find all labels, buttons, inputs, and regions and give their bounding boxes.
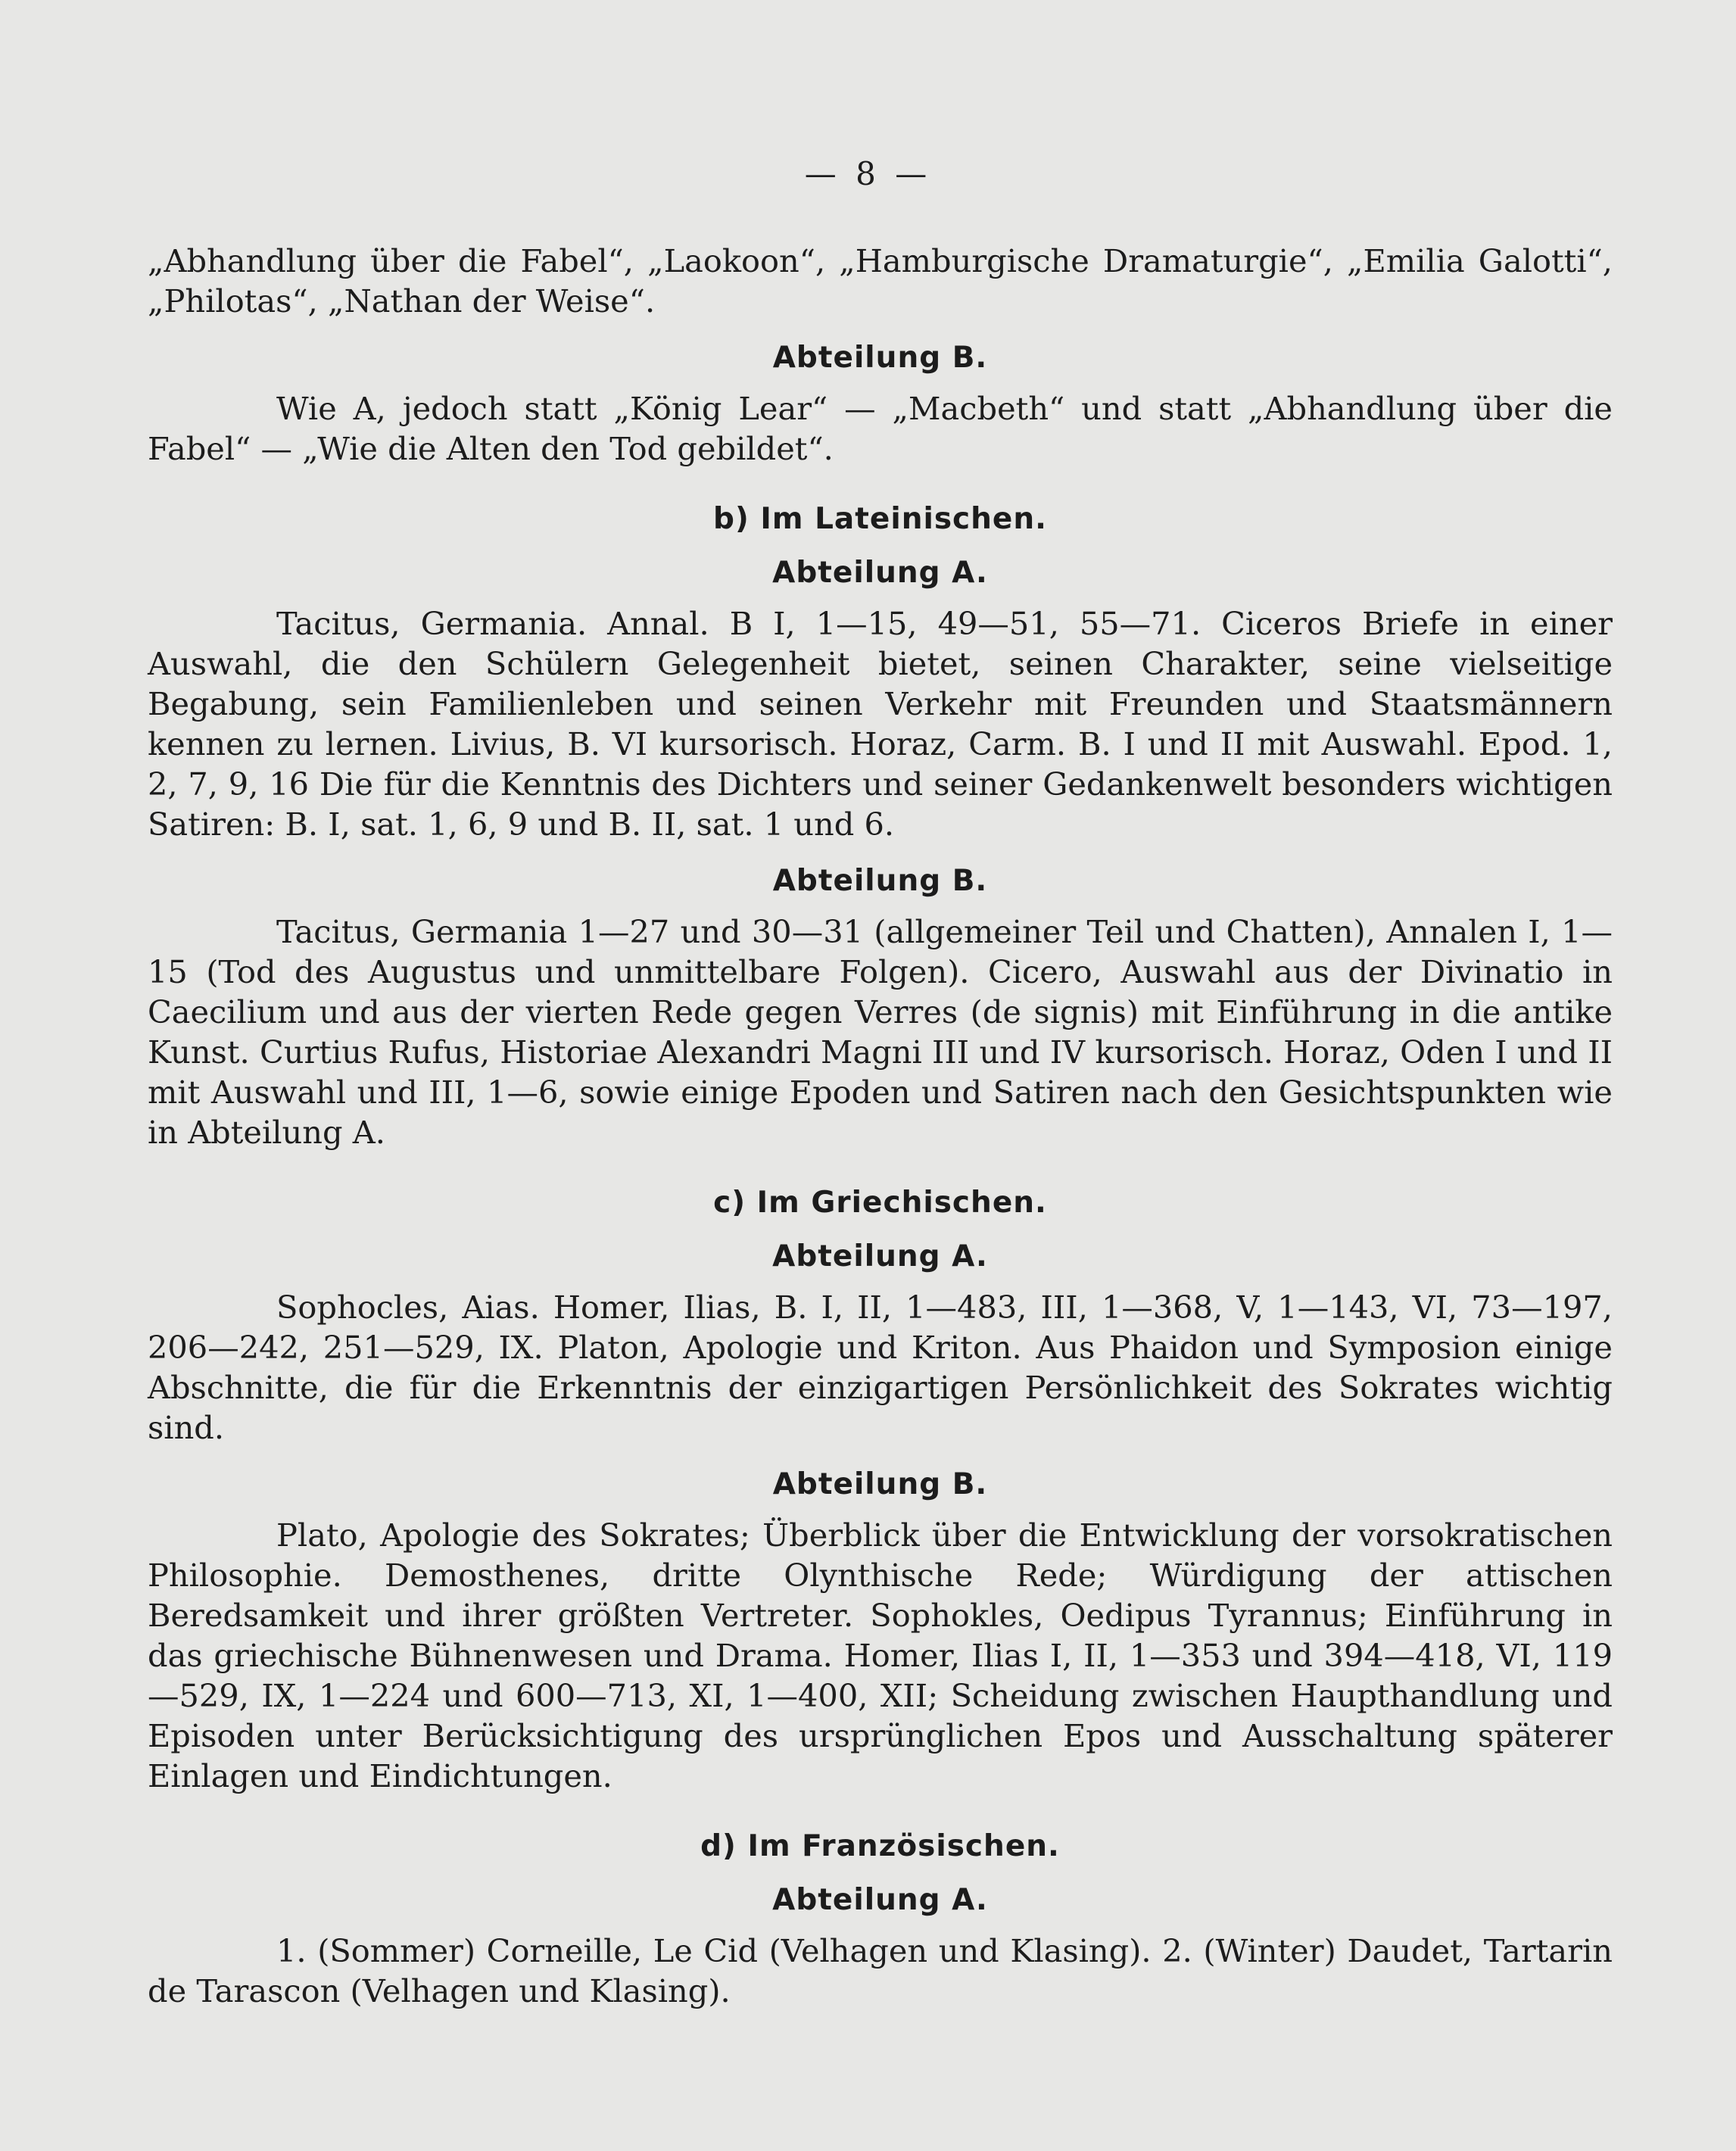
deutsch-abteilung-b-heading: Abteilung B. bbox=[772, 341, 988, 375]
latein-abteilung-a-text: Tacitus, Germania. Annal. B I, 1—15, 49—51, 55—71. Ciceros Briefe in einer Auswahl, die den Schülern Gelegenheit bietet, seinen Charakter, seine vielseitige Begabung, sein Familienleben und seinen Verkehr mit Freunden und Staatsmännern kennen zu lernen. Livius, B. VI kursorisch. Horaz, Carm. B. I und II mit Auswahl. Epod. 1, 2, 7, 9, 16 Die für die Kenntnis des Dichters und seiner Gedankenwelt besonders wichtigen Satiren: B. I, sat. 1, 6, 9 und B. II, sat. 1 und 6. bbox=[148, 605, 1613, 843]
page-number: — 8 — bbox=[804, 155, 932, 192]
intro-paragraph: „Abhandlung über die Fabel“, „Laokoon“, „Hamburgische Dramaturgie“, „Emilia Galotti“, „Philotas“, „Nathan der Weise“. bbox=[148, 242, 1613, 320]
griechisch-section-heading: c) Im Griechischen. bbox=[713, 1186, 1047, 1220]
franzoesisch-section-heading: d) Im Französischen. bbox=[700, 1829, 1060, 1863]
latein-abteilung-a-heading: Abteilung A. bbox=[772, 556, 988, 590]
latein-abteilung-b-heading: Abteilung B. bbox=[772, 864, 988, 898]
griechisch-abteilung-b-heading: Abteilung B. bbox=[772, 1467, 988, 1501]
latein-abteilung-b-text: Tacitus, Germania 1—27 und 30—31 (allgemeiner Teil und Chatten), Annalen I, 1—15 (Tod des Augustus und unmittelbare Folgen). Cicero, Auswahl aus der Divinatio in Caecilium und aus der vierten Rede gegen Verres (de signis) mit Einführung in die antike Kunst. Curtius Rufus, Historiae Alexandri Magni III und IV kursorisch. Horaz, Oden I und II mit Auswahl und III, 1—6, sowie einige Epoden und Satiren nach den Gesichtspunkten wie in Abteilung A. bbox=[148, 913, 1613, 1151]
griechisch-abteilung-a-heading: Abteilung A. bbox=[772, 1239, 988, 1273]
griechisch-abteilung-b-text: Plato, Apologie des Sokrates; Überblick über die Entwicklung der vorsokratischen Philosophie. Demosthenes, dritte Olynthische Rede; Würdigung der attischen Beredsamkeit und ihrer größten Vertreter. Sophokles, Oedipus Tyrannus; Einführung in das griechische Bühnenwesen und Drama. Homer, Ilias I, II, 1—353 und 394—418, VI, 119—529, IX, 1—224 und 600—713, XI, 1—400, XII; Scheidung zwischen Haupthandlung und Episoden unter Berücksichtigung des ursprünglichen Epos und Ausschaltung späterer Einlagen und Eindichtungen. bbox=[148, 1517, 1613, 1794]
franzoesisch-abteilung-a-heading: Abteilung A. bbox=[772, 1883, 988, 1917]
latein-section-heading: b) Im Lateinischen. bbox=[713, 502, 1047, 536]
franzoesisch-abteilung-a-text: 1. (Sommer) Corneille, Le Cid (Velhagen und Klasing). 2. (Winter) Daudet, Tartarin de Tarascon (Velhagen und Klasing). bbox=[148, 1932, 1613, 2009]
page-content bbox=[148, 241, 1613, 2011]
deutsch-abteilung-b-text: Wie A, jedoch statt „König Lear“ — „Macbeth“ und statt „Abhandlung über die Fabel“ — „Wie die Alten den Tod gebildet“. bbox=[148, 390, 1613, 467]
griechisch-abteilung-a-text: Sophocles, Aias. Homer, Ilias, B. I, II, 1—483, III, 1—368, V, 1—143, VI, 73—197, 206—242, 251—529, IX. Platon, Apologie und Kriton. Aus Phaidon und Symposion einige Abschnitte, die für die Erkenntnis der einzigartigen Persönlichkeit des Sokrates wichtig sind. bbox=[148, 1289, 1613, 1446]
